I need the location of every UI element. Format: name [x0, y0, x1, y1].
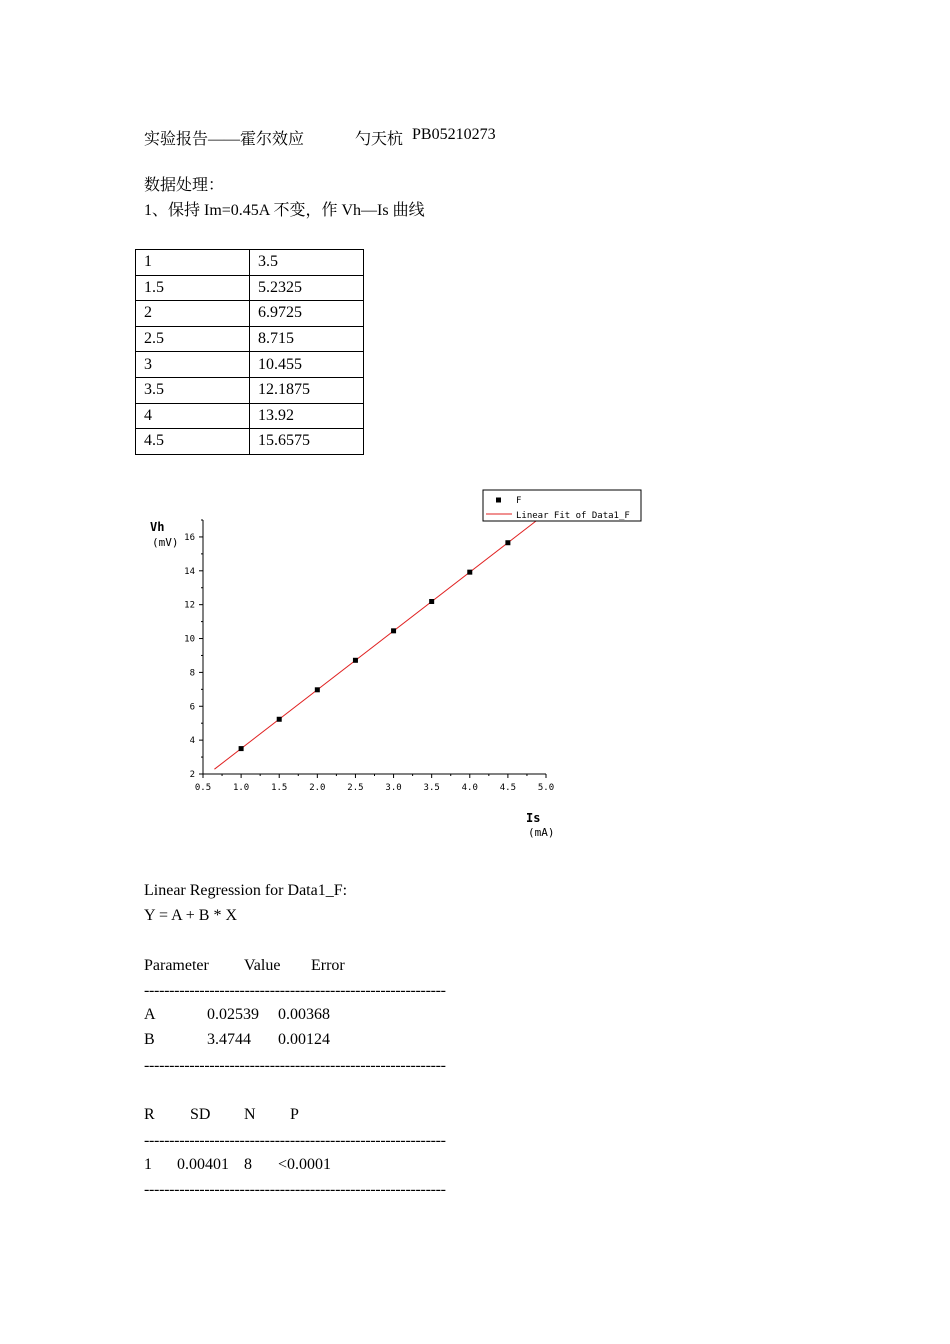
x-tick-label: 3.0 — [385, 783, 402, 793]
cell-is: 4 — [136, 403, 250, 429]
param-value: 0.02539 — [207, 1006, 259, 1023]
x-tick-label: 4.5 — [499, 783, 517, 793]
y-tick-label: 16 — [184, 532, 195, 543]
report-title: 实验报告——霍尔效应 — [144, 131, 305, 148]
cell-is: 1.5 — [136, 275, 250, 301]
data-point — [467, 570, 472, 575]
param-header-error: Error — [311, 957, 345, 974]
legend-point-marker — [496, 498, 501, 503]
cell-vh: 3.5 — [250, 250, 364, 276]
x-tick-label: 2.0 — [309, 783, 326, 793]
data-table — [135, 249, 364, 455]
data-point — [239, 746, 244, 751]
param-header-value: Value — [244, 957, 281, 974]
stat-header-p: P — [290, 1106, 299, 1123]
y-tick-label: 12 — [184, 600, 195, 611]
table-row — [136, 403, 364, 429]
cell-is: 2.5 — [136, 326, 250, 352]
author-name: 勺天杭 — [355, 131, 404, 148]
stat-sd: 0.00401 — [177, 1156, 229, 1173]
y-tick-label: 4 — [189, 736, 195, 747]
cell-vh: 5.2325 — [250, 275, 364, 301]
y-axis-unit: (mV) — [152, 536, 179, 549]
param-name: B — [144, 1031, 155, 1048]
param-error: 0.00124 — [278, 1031, 330, 1048]
x-axis-label: Is — [526, 811, 541, 825]
x-tick-label: 5.0 — [537, 783, 555, 793]
data-point — [505, 540, 510, 545]
section-item-1: 1、保持 Im=0.45A 不变，作 Vh—Is 曲线 — [144, 202, 425, 219]
separator-line: ------------------------------------------------------------ — [144, 1057, 446, 1074]
table-row — [136, 352, 364, 378]
data-point — [277, 717, 282, 722]
legend-label-fit: Linear Fit of Data1_F — [516, 511, 630, 521]
cell-vh: 12.1875 — [250, 377, 364, 403]
param-name: A — [144, 1006, 156, 1023]
table-row — [136, 301, 364, 327]
y-tick-label: 10 — [184, 634, 195, 645]
separator-line: ------------------------------------------------------------ — [144, 1181, 446, 1198]
data-point — [353, 658, 358, 663]
data-point — [391, 628, 396, 633]
legend-label-f: F — [516, 496, 522, 506]
x-tick-label: 2.5 — [347, 783, 364, 793]
stat-header-r: R — [144, 1106, 155, 1123]
table-row — [136, 429, 364, 455]
x-axis-unit: (mA) — [528, 826, 555, 839]
regression-equation: Y = A + B * X — [144, 907, 238, 924]
regression-title: Linear Regression for Data1_F: — [144, 882, 348, 899]
stat-p: <0.0001 — [278, 1156, 332, 1173]
cell-is: 4.5 — [136, 429, 250, 455]
separator-line: ------------------------------------------------------------ — [144, 982, 446, 999]
y-axis-label: Vh — [150, 520, 165, 534]
x-tick-label: 1.0 — [232, 783, 250, 793]
param-error: 0.00368 — [278, 1006, 330, 1023]
cell-vh: 15.6575 — [250, 429, 364, 455]
table-row — [136, 326, 364, 352]
x-tick-label: 3.5 — [423, 783, 440, 793]
cell-is: 2 — [136, 301, 250, 327]
table-row — [136, 377, 364, 403]
cell-is: 1 — [136, 250, 250, 276]
data-point — [315, 687, 320, 692]
cell-is: 3.5 — [136, 377, 250, 403]
table-row — [136, 275, 364, 301]
table-row — [136, 250, 364, 276]
param-header-parameter: Parameter — [144, 957, 209, 974]
vh-is-chart — [140, 485, 660, 855]
x-tick-label: 0.5 — [194, 783, 212, 793]
stat-header-n: N — [244, 1106, 256, 1123]
stat-header-sd: SD — [190, 1106, 211, 1123]
param-value: 3.4744 — [207, 1031, 251, 1048]
data-point — [429, 599, 434, 604]
y-tick-label: 6 — [189, 702, 195, 713]
cell-is: 3 — [136, 352, 250, 378]
y-tick-label: 8 — [189, 668, 195, 679]
stat-r: 1 — [144, 1156, 152, 1173]
cell-vh: 8.715 — [250, 326, 364, 352]
cell-vh: 13.92 — [250, 403, 364, 429]
fit-line — [214, 516, 542, 769]
stat-n: 8 — [244, 1156, 252, 1173]
section-heading: 数据处理： — [144, 177, 225, 194]
separator-line: ------------------------------------------------------------ — [144, 1132, 446, 1149]
x-tick-label: 1.5 — [271, 783, 288, 793]
x-tick-label: 4.0 — [461, 783, 478, 793]
student-id: PB05210273 — [412, 126, 496, 143]
y-tick-label: 2 — [189, 770, 195, 780]
cell-vh: 10.455 — [250, 352, 364, 378]
y-tick-label: 14 — [184, 566, 195, 577]
cell-vh: 6.9725 — [250, 301, 364, 327]
